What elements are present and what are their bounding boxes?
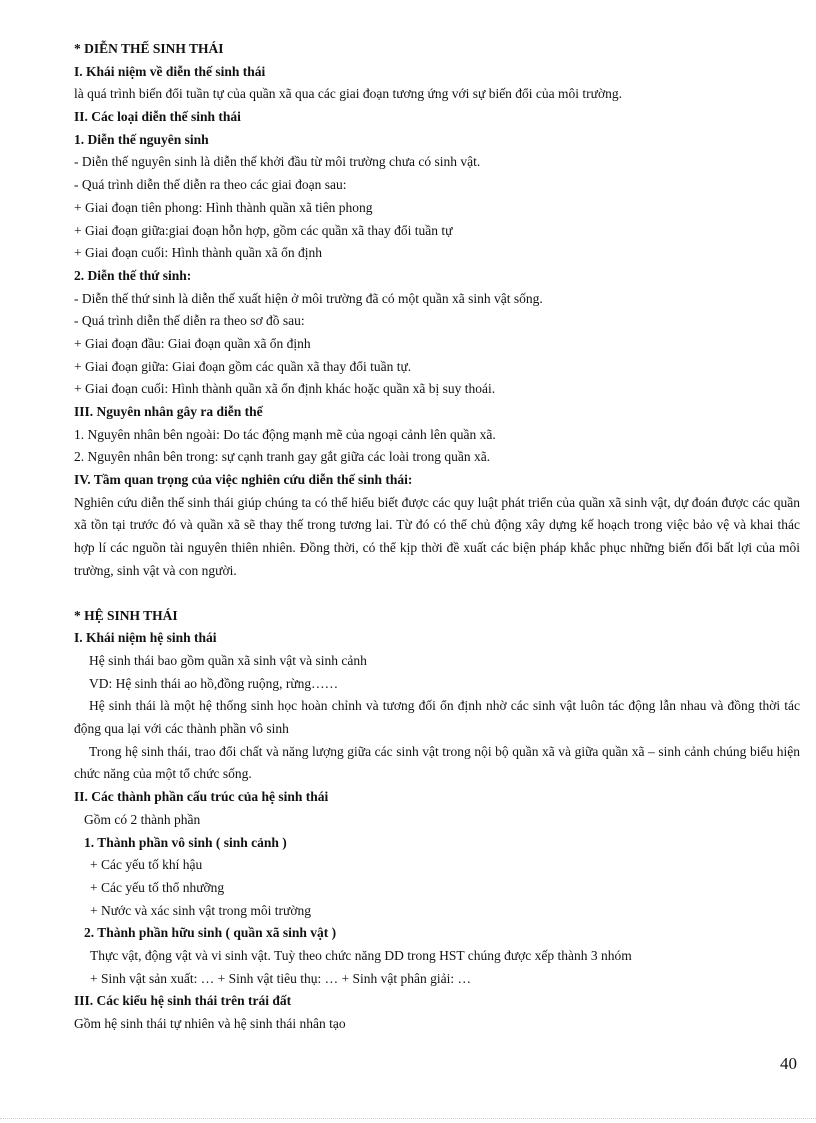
list-item: + Giai đoạn giữa: Giai đoạn gồm các quần xã thay đổi tuần tự. xyxy=(74,358,412,374)
heading-cac-kieu-he-sinh-thai: III. Các kiểu hệ sinh thái trên trái đất xyxy=(74,993,292,1009)
list-item: + Giai đoạn cuối: Hình thành quần xã ổn định xyxy=(74,245,322,261)
list-item: 1. Nguyên nhân bên ngoài: Do tác động mạnh mẽ của ngoại cảnh lên quần xã. xyxy=(74,426,496,442)
section-title-he-sinh-thai: * HỆ SINH THÁI xyxy=(74,607,178,623)
document-page xyxy=(74,38,800,1036)
paragraph: Trong hệ sinh thái, trao đổi chất và năng lượng giữa các sinh vật trong nội bộ quần xã và giữa quần xã – sinh cảnh chúng biểu hiện chức năng của một tổ chức sống. xyxy=(74,743,800,782)
paragraph: VD: Hệ sinh thái ao hồ,đồng ruộng, rừng…… xyxy=(89,675,339,691)
subheading-nguyen-sinh: 1. Diễn thế nguyên sinh xyxy=(74,131,209,147)
page-number: 40 xyxy=(780,1054,797,1073)
list-item: - Quá trình diễn thế diễn ra theo sơ đồ sau: xyxy=(74,313,305,329)
paragraph: Nghiên cứu diễn thế sinh thái giúp chúng ta có thể hiểu biết được các quy luật phát triển của quần xã sinh vật, dự đoán được các quần xã tồn tại trước đó và quần xã sẽ thay thế trong tương lai. Từ đó có thể chủ động xây dựng kế hoạch trong việc bảo vệ và khai thác hợp lí các nguồn tài nguyên thiên nhiên. Đồng thời, có thể kịp thời đề xuất các biện pháp khắc phục những biến đổi bất lợi của môi trường, sinh vật và con người. xyxy=(74,494,800,578)
list-item: + Giai đoạn tiên phong: Hình thành quần xã tiên phong xyxy=(74,199,373,215)
list-item: + Giai đoạn cuối: Hình thành quần xã ổn định khác hoặc quần xã bị suy thoái. xyxy=(74,381,496,397)
list-item: + Các yếu tố thổ nhưỡng xyxy=(90,879,225,895)
list-item: + Nước và xác sinh vật trong môi trường xyxy=(90,902,311,918)
section-spacer xyxy=(74,583,800,605)
paragraph: Hệ sinh thái bao gồm quần xã sinh vật và sinh cảnh xyxy=(89,652,367,668)
subheading-vo-sinh: 1. Thành phần vô sinh ( sinh cảnh ) xyxy=(84,834,287,850)
heading-tam-quan-trong: IV. Tầm quan trọng của việc nghiên cứu diễn thế sinh thái: xyxy=(74,472,413,488)
list-item: - Diễn thế thứ sinh là diễn thế xuất hiện ở môi trường đã có một quần xã sinh vật sống. xyxy=(74,290,543,306)
heading-cac-loai-dien-the: II. Các loại diễn thế sinh thái xyxy=(74,109,241,125)
list-item: - Diễn thế nguyên sinh là diễn thế khởi đầu từ môi trường chưa có sinh vật. xyxy=(74,154,481,170)
list-item: 2. Nguyên nhân bên trong: sự cạnh tranh gay gắt giữa các loài trong quần xã. xyxy=(74,449,491,465)
list-item: + Giai đoạn giữa:giai đoạn hỗn hợp, gồm các quần xã thay đổi tuần tự xyxy=(74,222,453,238)
section-title-dien-the: * DIỄN THẾ SINH THÁI xyxy=(74,41,224,56)
subheading-thu-sinh: 2. Diễn thế thứ sinh: xyxy=(74,267,192,283)
subheading-huu-sinh: 2. Thành phần hữu sinh ( quần xã sinh vật ) xyxy=(84,925,337,941)
paragraph: Gồm có 2 thành phần xyxy=(84,811,201,827)
footer-divider xyxy=(0,1118,816,1119)
paragraph: Hệ sinh thái là một hệ thống sinh học hoàn chỉnh và tương đối ổn định nhờ các sinh vật luôn tác động lẫn nhau và đồng thời tác động qua lại với các thành phần vô sinh xyxy=(74,698,800,737)
heading-thanh-phan-cau-truc: II. Các thành phần cấu trúc của hệ sinh thái xyxy=(74,789,329,805)
paragraph: Thực vật, động vật và vi sinh vật. Tuỳ theo chức năng DD trong HST chúng được xếp thành 3 nhóm xyxy=(90,947,632,963)
list-item: + Giai đoạn đầu: Giai đoạn quần xã ổn định xyxy=(74,335,311,351)
paragraph: + Sinh vật sản xuất: … + Sinh vật tiêu thụ: … + Sinh vật phân giải: … xyxy=(90,970,471,986)
list-item: + Các yếu tố khí hậu xyxy=(90,857,203,873)
list-item: - Quá trình diễn thế diễn ra theo các giai đoạn sau: xyxy=(74,177,347,193)
paragraph: là quá trình biến đổi tuần tự của quần xã qua các giai đoạn tương ứng với sự biến đổi của môi trường. xyxy=(74,86,622,102)
heading-khai-niem-dien-the: I. Khái niệm về diễn thế sinh thái xyxy=(74,63,266,79)
heading-khai-niem-he-sinh-thai: I. Khái niệm hệ sinh thái xyxy=(74,630,217,646)
paragraph: Gồm hệ sinh thái tự nhiên và hệ sinh thái nhân tạo xyxy=(74,1016,346,1031)
heading-nguyen-nhan: III. Nguyên nhân gây ra diễn thế xyxy=(74,404,263,419)
